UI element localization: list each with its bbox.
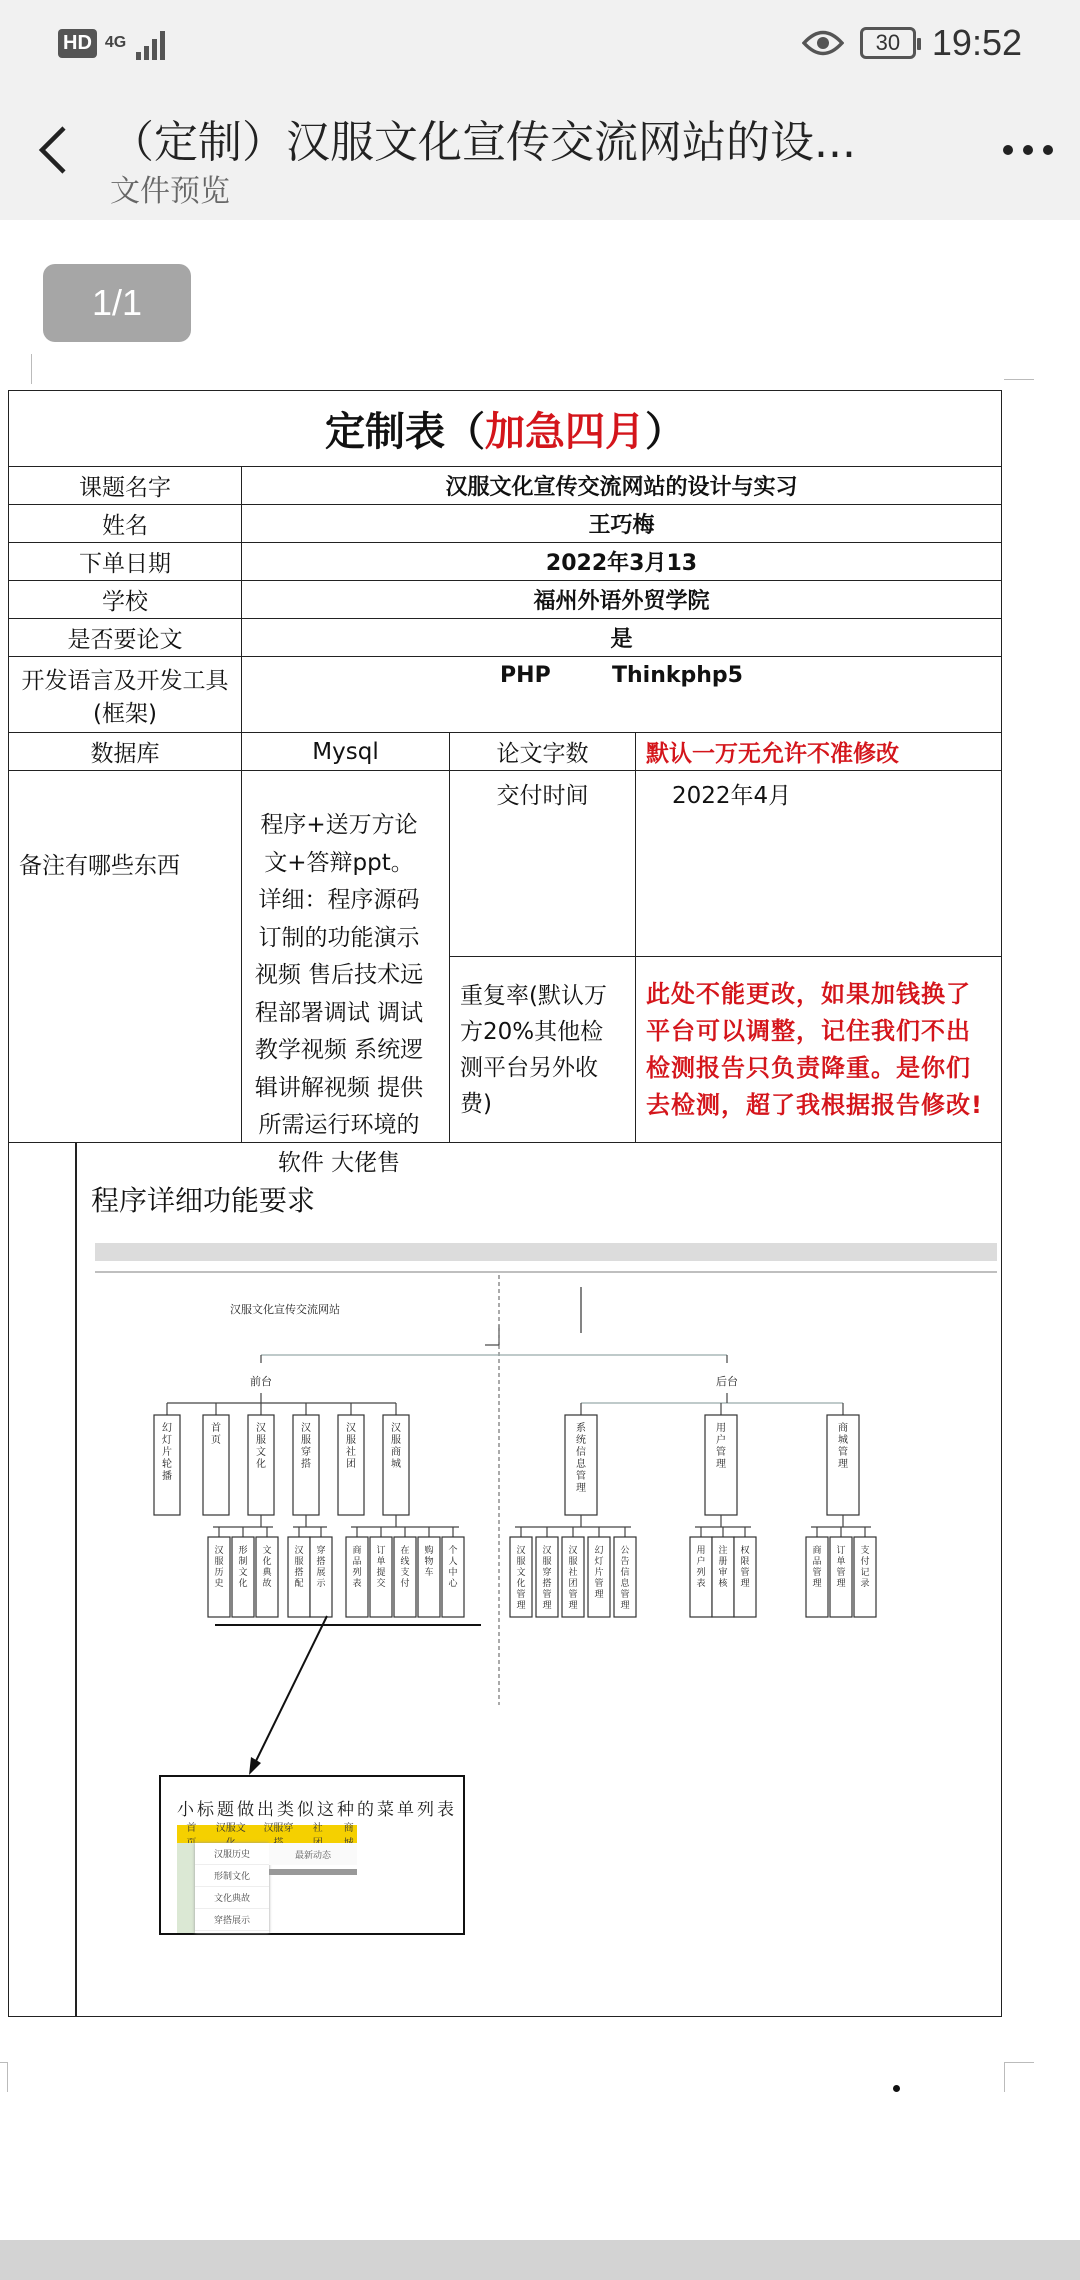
signal-icon [134,26,172,60]
dev-lang-label: 开发语言及开发工具(框架) [9,657,242,733]
sys-sub-item: 汉服社团管理 [568,1546,578,1611]
dev-lang-value: PHP Thinkphp5 [242,657,1002,733]
school-value: 福州外语外贸学院 [242,581,1002,619]
back-module: 用户管理 [716,1423,726,1470]
page-subtitle: 文件预览 [110,174,230,209]
database-label: 数据库 [9,733,242,771]
eye-icon [802,28,844,58]
battery-level: 30 [875,30,901,55]
submenu-row-line [269,1869,357,1875]
submenu-list [195,1843,269,1933]
remarks-cell [242,771,450,1176]
topic-value: 汉服文化宣传交流网站的设计与实习 [242,467,1002,505]
back-module: 系统信息管理 [576,1423,586,1494]
status-bar [0,0,1080,90]
culture-sub-item: 文化典故 [262,1546,272,1589]
order-date-label: 下单日期 [9,543,242,581]
mall-manage-sub-item: 支付记录 [860,1546,870,1589]
form-heading [9,391,1002,467]
front-module: 汉服穿搭 [301,1423,311,1470]
page-title: （定制）汉服文化宣传交流网站的设... [110,117,856,168]
back-module: 商城管理 [838,1423,848,1470]
hd-badge: HD [58,29,97,58]
submenu-row: 最新动态 [269,1843,357,1865]
page-dot [893,2085,900,2092]
submenu-list-item: 文化典故 [195,1887,269,1909]
word-count-value: 默认一万无允许不准修改 [636,733,1002,771]
detail-title: 程序详细功能要求 [91,1184,316,1217]
diagram-root: 汉服文化宣传交流网站 [230,1303,340,1316]
submenu-sample [159,1775,465,1935]
document-viewer[interactable] [0,220,1080,2240]
front-module: 汉服商城 [391,1423,401,1470]
page-corner-mark [1004,354,1034,380]
page-corner-mark [1004,2062,1034,2092]
database-value: Mysql [242,733,450,771]
name-label: 姓名 [9,505,242,543]
submenu-bar-item: 社 [312,1823,323,1834]
page-corner-mark [0,2062,8,2092]
submenu-bar-item: 首 [186,1823,197,1834]
submenu-bar [177,1825,357,1843]
network-type: 4G [104,34,127,51]
duplicate-rate-value: 此处不能更改，如果加钱换了平台可以调整，记住我们不出检测报告只负责降重。是你们去检测，超了我根据报告修改! [636,957,1002,1143]
front-module: 幻灯片轮播 [162,1423,172,1482]
submenu-caption: 小标题做出类似这种的菜单列表 [177,1800,457,1820]
submenu-bar-item: 商 [343,1823,354,1834]
chevron-left-icon [32,120,76,180]
diagram-front-label: 前台 [250,1375,272,1388]
front-module: 首页 [211,1423,221,1446]
sys-sub-item: 幻灯片管理 [594,1546,604,1600]
navigation-bar [0,2240,1080,2280]
outfit-sub-item: 穿搭展示 [316,1546,326,1589]
app-bar [0,90,1080,220]
battery-icon [860,27,916,59]
culture-sub-item: 汉服历史 [214,1546,224,1589]
user-sub-item: 权限管理 [740,1546,750,1589]
remarks-value: 程序+送万方论文+答辩ppt。详细：程序源码 订制的功能演示视频 售后技术远程部署调试 调试教学视频 系统逻辑讲解视频 提供所需运行环境的软件 大佬售 [254,812,424,1176]
name-value: 王巧梅 [242,505,1002,543]
mall-manage-sub-item: 商品管理 [812,1546,822,1589]
thesis-value: 是 [242,619,1002,657]
duplicate-rate-label: 重复率(默认万方20%其他检测平台另外收费) [450,957,636,1143]
form-heading-urgent: 加急四月 [485,409,645,455]
remarks-label: 备注有哪些东西 [9,771,242,1143]
outfit-sub-item: 汉服搭配 [294,1546,304,1589]
mall-sub-item: 购物车 [424,1546,434,1578]
more-icon [1002,144,1054,156]
clock: 19:52 [931,22,1022,63]
more-button[interactable] [996,120,1060,180]
school-label: 学校 [9,581,242,619]
submenu-bar-item: 汉服文 [215,1823,246,1834]
submenu-list-item: 穿搭展示 [195,1909,269,1931]
order-form-table [8,390,1002,2017]
thesis-label: 是否要论文 [9,619,242,657]
form-heading-suffix: ） [645,409,685,455]
delivery-value: 2022年4月 [636,771,1002,957]
user-sub-item: 用户列表 [696,1546,706,1589]
order-date-value: 2022年3月13 [242,543,1002,581]
mall-sub-item: 订单提交 [376,1546,386,1589]
word-count-label: 论文字数 [450,733,636,771]
submenu-side [177,1843,195,1933]
sys-sub-item: 公告信息管理 [620,1546,630,1611]
page-indicator: 1/1 [43,264,191,342]
delivery-label: 交付时间 [450,771,636,957]
front-module: 汉服文化 [256,1423,266,1470]
submenu-list-item: 汉服历史 [195,1843,269,1865]
culture-sub-item: 形制文化 [238,1546,248,1589]
mall-manage-sub-item: 订单管理 [836,1546,846,1589]
arrow-connector [9,1143,409,1843]
diagram-back-label: 后台 [716,1375,738,1388]
mall-sub-item: 商品列表 [352,1546,362,1589]
back-button[interactable] [32,120,76,180]
user-sub-item: 注册审核 [718,1546,728,1589]
page-corner-mark [8,354,32,384]
submenu-list-item: 形制文化 [195,1865,269,1887]
front-module: 汉服社团 [346,1423,356,1470]
mall-sub-item: 个人中心 [448,1546,458,1589]
mall-sub-item: 在线支付 [400,1546,410,1589]
form-heading-prefix: 定制表（ [325,409,485,455]
sys-sub-item: 汉服文化管理 [516,1546,526,1611]
submenu-bar-item: 汉服穿 [263,1823,294,1834]
topic-label: 课题名字 [9,467,242,505]
sys-sub-item: 汉服穿搭管理 [542,1546,552,1611]
detail-section [9,1143,1002,2017]
